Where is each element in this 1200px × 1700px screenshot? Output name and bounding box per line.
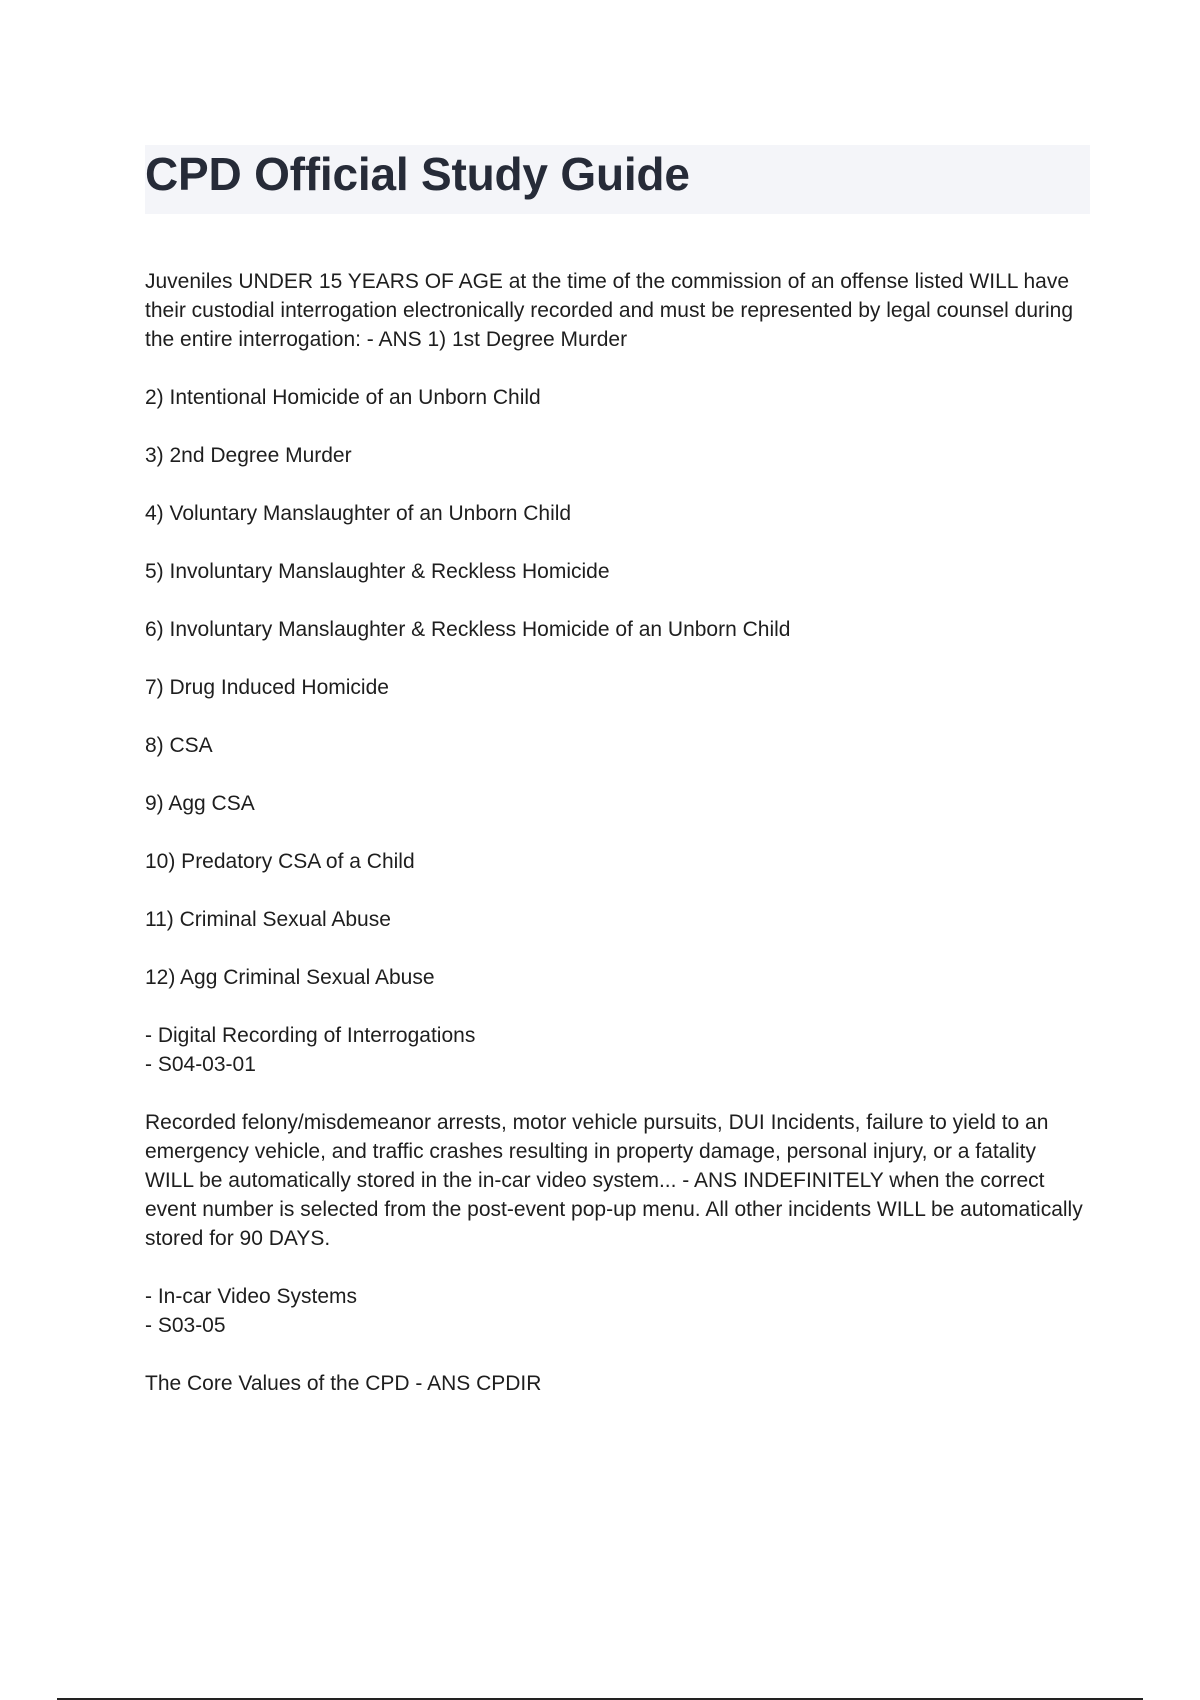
reference-block-interrogations <box>145 1021 1090 1079</box>
reference-directive: - S03-05 <box>145 1314 226 1337</box>
reference-directive: - S04-03-01 <box>145 1053 256 1076</box>
reference-topic: - Digital Recording of Interrogations <box>145 1024 476 1047</box>
list-item: 3) 2nd Degree Murder <box>145 444 352 467</box>
question-paragraph-juveniles: Juveniles UNDER 15 YEARS OF AGE at the time of the commission of an offense listed WILL have their custodial interrogation electronically recorded and must be represented by legal counsel during the entire interrogation: - ANS 1) 1st Degree Murder <box>145 270 1074 351</box>
list-item: 11) Criminal Sexual Abuse <box>145 908 391 931</box>
document-title: CPD Official Study Guide <box>145 148 690 200</box>
document-body <box>145 267 1090 1398</box>
list-item: 6) Involuntary Manslaughter & Reckless Homicide of an Unborn Child <box>145 618 791 641</box>
list-item: 10) Predatory CSA of a Child <box>145 850 415 873</box>
question-paragraph-video: Recorded felony/misdemeanor arrests, motor vehicle pursuits, DUI Incidents, failure to yield to an emergency vehicle, and traffic crashes resulting in property damage, personal injury, or a fatality WILL be automatically stored in the in-car video system... - ANS INDEFINITELY when the correct event number is selected from the post-event pop-up menu. All other incidents WILL be automatically stored for 90 DAYS. <box>145 1111 1083 1250</box>
list-item: 2) Intentional Homicide of an Unborn Child <box>145 386 541 409</box>
list-item: 9) Agg CSA <box>145 792 255 815</box>
reference-topic: - In-car Video Systems <box>145 1285 358 1308</box>
list-item: 7) Drug Induced Homicide <box>145 676 389 699</box>
reference-block-video <box>145 1282 1090 1340</box>
list-item: 5) Involuntary Manslaughter & Reckless Homicide <box>145 560 610 583</box>
question-paragraph-core-values: The Core Values of the CPD - ANS CPDIR <box>145 1372 542 1395</box>
list-item: 4) Voluntary Manslaughter of an Unborn Child <box>145 502 572 525</box>
list-item: 12) Agg Criminal Sexual Abuse <box>145 966 435 989</box>
title-banner <box>145 145 1090 214</box>
list-item: 8) CSA <box>145 734 213 757</box>
